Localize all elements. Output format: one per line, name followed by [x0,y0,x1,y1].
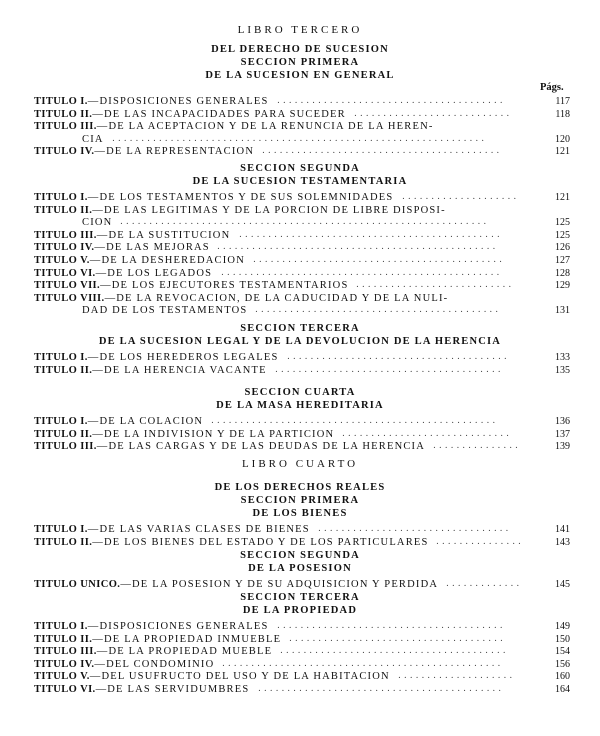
section-heading: SECCION SEGUNDA [240,550,360,561]
toc-page-number: 143 [555,536,570,548]
toc-title-name: —DE LA POSESION Y DE SU ADQUISICION Y PERDIDA [120,579,439,590]
leader-dots: ........................... [356,280,515,291]
section-heading: SECCION TERCERA [240,592,360,603]
toc-row [34,204,570,217]
toc-page-number: 154 [555,646,570,658]
toc-row [34,658,570,671]
toc-title-number: TITULO III. [34,121,97,133]
toc-title-number: TITULO VII. [34,280,101,292]
toc-page-number: 150 [555,633,570,645]
toc-title-number: TITULO III. [34,229,97,241]
toc-title-name: —DISPOSICIONES GENERALES [87,96,269,107]
toc-title-number: TITULO I. [34,524,88,535]
toc-title-number: TITULO III. [34,441,97,453]
pages-column-label: Págs. [540,82,564,93]
toc-entry-text [34,292,524,305]
toc-page-number: 135 [555,364,570,376]
toc-title-number: TITULO I. [34,416,88,427]
section-subheading: DE LA SUCESION LEGAL Y DE LA DEVOLUCION DE LA HERENCIA [98,336,502,347]
leader-dots: .................... [402,192,520,202]
section-subheading: DE LA MASA HEREDITARIA [216,400,384,411]
section-subheading: DE LOS DERECHOS REALES [214,482,386,493]
toc-title-name: —DEL USUFRUCTO DEL USO Y DE LA HABITACION [89,671,390,683]
toc-title-name: —DE LOS BIENES DEL ESTADO Y DE LOS PARTICULARES [92,536,429,548]
toc-page-number: 139 [555,441,570,453]
section-subheading: DE LOS BIENES [252,508,348,519]
toc-title-number: TITULO V. [34,671,90,683]
leader-dots: ....................................... [275,364,504,375]
leader-dots: ...................................... [287,352,510,362]
toc-title-number: TITULO I. [34,621,88,632]
toc-title-number: TITULO VIII. [34,292,105,304]
leader-dots: ............................................. [239,229,503,240]
toc-title-name: —DE LAS LEGITIMAS Y DE LA PORCION DE LIBRE DISPOSI- [92,204,446,216]
leader-dots: ................................................................ [112,133,488,144]
toc-page-number: 121 [555,192,570,203]
leader-dots: .................... [398,671,516,682]
toc-title-number: TITULO IV. [34,146,95,158]
toc-row [34,536,570,549]
section-subheading: DE LA SUCESION EN GENERAL [205,70,395,81]
toc-title-name: —DE LA REPRESENTACION [94,146,255,158]
toc-title-name: —DE LAS CARGAS Y DE LAS DEUDAS DE LA HERENCIA [96,441,426,453]
toc-title-name: —DE LA SUSTITUCION [96,229,231,241]
toc-title-name-continued: CION [82,217,113,229]
toc-title-number: TITULO VI. [34,267,96,279]
toc-row [34,108,570,121]
leader-dots: ................................................ [222,658,504,669]
leader-dots: ................................................ [217,242,499,253]
leader-dots: ................................................. [211,416,499,426]
toc-page-number: 118 [555,108,570,120]
toc-page-number: 141 [555,524,570,535]
toc-title-name: —DE LA REVOCACION, DE LA CADUCIDAD Y DE LA NULI- [104,292,449,304]
toc-page-number: 164 [555,684,570,695]
toc-page-number: 136 [555,416,570,427]
section-subheading: SECCION PRIMERA [240,495,360,506]
toc-title-name: —DE LA ACEPTACION Y DE LA RENUNCIA DE LA HEREN- [96,121,434,133]
toc-row [34,645,570,658]
toc-row [34,364,570,377]
toc-entry-text [34,204,524,217]
leader-dots: ........................................... [253,255,506,265]
toc-title-name: —DE LA PROPIEDAD MUEBLE [96,646,273,658]
leader-dots: ............................. [342,428,512,439]
toc-title-number: TITULO II. [34,428,93,440]
toc-title-name: —DE LOS LEGADOS [95,267,213,279]
toc-page-number: 125 [555,229,570,241]
toc-row [34,620,570,633]
toc-row [34,415,570,428]
toc-title-name: —DE LOS HEREDEROS LEGALES [87,352,279,363]
leader-dots: ..................................... [289,633,506,644]
toc-row-continuation [34,133,570,146]
book-heading: LIBRO CUARTO [241,458,359,470]
toc-row [34,440,570,453]
toc-title-number: TITULO II. [34,364,93,376]
toc-row [34,120,570,133]
toc-title-name: —DISPOSICIONES GENERALES [87,621,269,632]
toc-title-number: TITULO III. [34,646,97,658]
toc-entry-text [34,120,524,133]
leader-dots: .......................................... [255,305,502,316]
leader-dots: ............................................................... [120,217,490,228]
leader-dots: ......................................... [262,146,503,157]
toc-page-number: 117 [555,96,570,107]
toc-row-continuation [34,304,570,317]
section-heading: SECCION PRIMERA [240,57,360,68]
toc-page-number: 125 [555,217,570,229]
leader-dots: ....................................... [277,621,506,631]
toc-title-number: TITULO IV. [34,242,95,254]
toc-row [34,292,570,305]
toc-title-name: —DE LAS MEJORAS [94,242,210,254]
toc-row [34,267,570,280]
toc-title-number: TITULO UNICO. [34,579,121,590]
toc-title-name: —DE LAS VARIAS CLASES DE BIENES [87,524,310,535]
leader-dots: ....................................... [277,96,506,106]
toc-title-name: —DE LAS SERVIDUMBRES [95,684,250,695]
toc-row [34,428,570,441]
toc-title-name: —DEL CONDOMINIO [94,658,215,670]
section-subheading: DE LA SUCESION TESTAMENTARIA [192,176,408,187]
book-heading: LIBRO TERCERO [237,24,363,36]
toc-row-continuation [34,216,570,229]
toc-row [34,670,570,683]
toc-page-number: 126 [555,242,570,254]
toc-title-number: TITULO V. [34,255,90,266]
section-heading: SECCION SEGUNDA [240,163,360,174]
toc-row [34,145,570,158]
section-subheading: DE LA POSESION [248,563,352,574]
toc-title-number: TITULO IV. [34,658,95,670]
toc-page-number: 120 [555,133,570,145]
section-subheading: DE LA PROPIEDAD [242,605,358,616]
toc-page-number: 131 [555,305,570,317]
toc-page-number: 160 [555,671,570,683]
section-heading: SECCION TERCERA [240,323,360,334]
toc-page-number: 149 [555,621,570,632]
toc-page-number: 137 [555,428,570,440]
toc-page-number: 127 [555,255,570,266]
toc-title-name: —DE LA HERENCIA VACANTE [92,364,267,376]
toc-row [34,95,570,108]
toc-page-number: 128 [555,267,570,279]
toc-page-number: 129 [555,280,570,292]
toc-title-name: —DE LOS EJECUTORES TESTAMENTARIOS [100,280,349,292]
toc-row [34,578,570,591]
section-heading: SECCION CUARTA [244,387,356,398]
toc-title-number: TITULO II. [34,633,93,645]
toc-title-number: TITULO I. [34,96,88,107]
toc-title-number: TITULO VI. [34,684,96,695]
toc-title-number: TITULO II. [34,108,93,120]
toc-title-number: TITULO I. [34,352,88,363]
toc-title-name: —DE LA COLACION [87,416,204,427]
leader-dots: ............. [446,579,523,589]
toc-title-name: —DE LA INDIVISION Y DE LA PARTICION [92,428,335,440]
toc-title-number: TITULO II. [34,204,93,216]
toc-row [34,241,570,254]
leader-dots: ........................... [354,108,513,119]
toc-row [34,351,570,364]
leader-dots: ............... [436,536,524,547]
part-heading: DEL DERECHO DE SUCESION [211,44,389,55]
leader-dots: .......................................... [258,684,505,694]
leader-dots: ................................. [318,524,512,534]
toc-page-number: 156 [555,658,570,670]
toc-title-name-continued: CIA [82,133,104,145]
toc-page-number: 121 [555,146,570,158]
leader-dots: ................................................ [221,267,503,278]
leader-dots: ............... [433,441,521,452]
toc-row [34,191,570,204]
toc-title-name: —DE LA PROPIEDAD INMUEBLE [92,633,282,645]
toc-row [34,633,570,646]
toc-title-number: TITULO I. [34,192,88,203]
toc-title-name: —DE LA DESHEREDACION [89,255,245,266]
toc-title-name-continued: DAD DE LOS TESTAMENTOS [82,305,248,317]
toc-title-name: —DE LOS TESTAMENTOS Y DE SUS SOLEMNIDADES [87,192,394,203]
toc-title-name: —DE LAS INCAPACIDADES PARA SUCEDER [92,108,346,120]
toc-row [34,523,570,536]
toc-row [34,279,570,292]
toc-page-number: 145 [555,579,570,590]
toc-title-number: TITULO II. [34,536,93,548]
toc-row [34,683,570,696]
toc-row [34,229,570,242]
toc-row [34,254,570,267]
leader-dots: ....................................... [280,646,509,657]
toc-page-number: 133 [555,352,570,363]
